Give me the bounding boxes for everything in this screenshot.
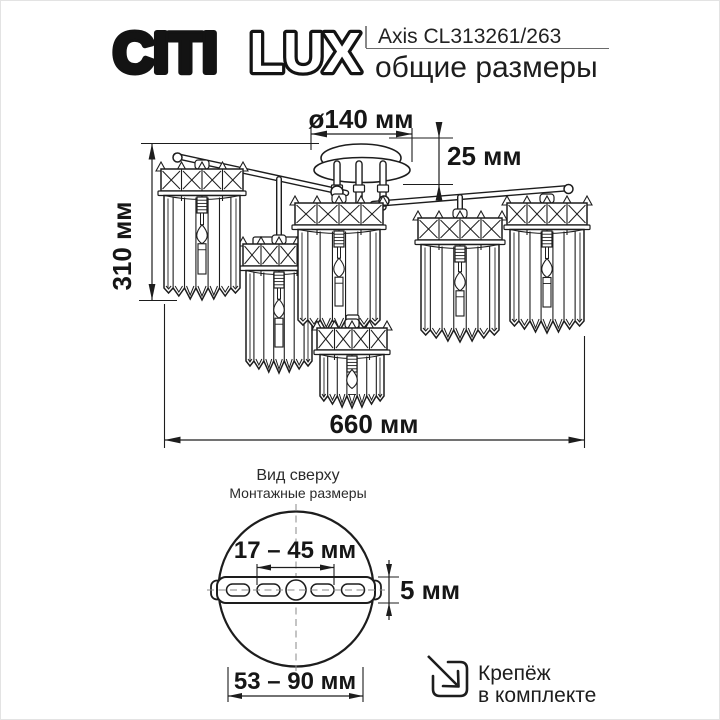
dim-canopy-diameter: ø140 мм <box>308 104 414 134</box>
top-view-title: Вид сверху <box>256 467 340 484</box>
dim-canopy-height: 25 мм <box>447 141 522 171</box>
sheet-subtitle: общие размеры <box>375 51 598 84</box>
hardware-included-icon <box>428 656 467 696</box>
dim-outer-slot-span: 53 – 90 мм <box>233 668 357 695</box>
model-number: Axis CL313261/263 <box>378 25 562 48</box>
brand-logo-lux: LUX <box>249 21 360 85</box>
dim-fixture-width: 660 мм <box>329 409 419 439</box>
brand-logo-citi: CITI <box>113 21 217 85</box>
technical-drawing-canvas <box>1 1 719 719</box>
dim-fixture-height: 310 мм <box>107 201 137 291</box>
dim-plate-width: 5 мм <box>400 575 461 605</box>
hardware-note-line1: Крепёж <box>478 662 551 685</box>
hardware-note <box>428 656 596 707</box>
header <box>113 21 609 85</box>
top-view-subtitle: Монтажные размеры <box>229 485 367 501</box>
chandelier-front-view-drawing <box>156 144 592 408</box>
hardware-note-line2: в комплекте <box>478 684 597 707</box>
dim-inner-slot-span: 17 – 45 мм <box>233 537 357 564</box>
